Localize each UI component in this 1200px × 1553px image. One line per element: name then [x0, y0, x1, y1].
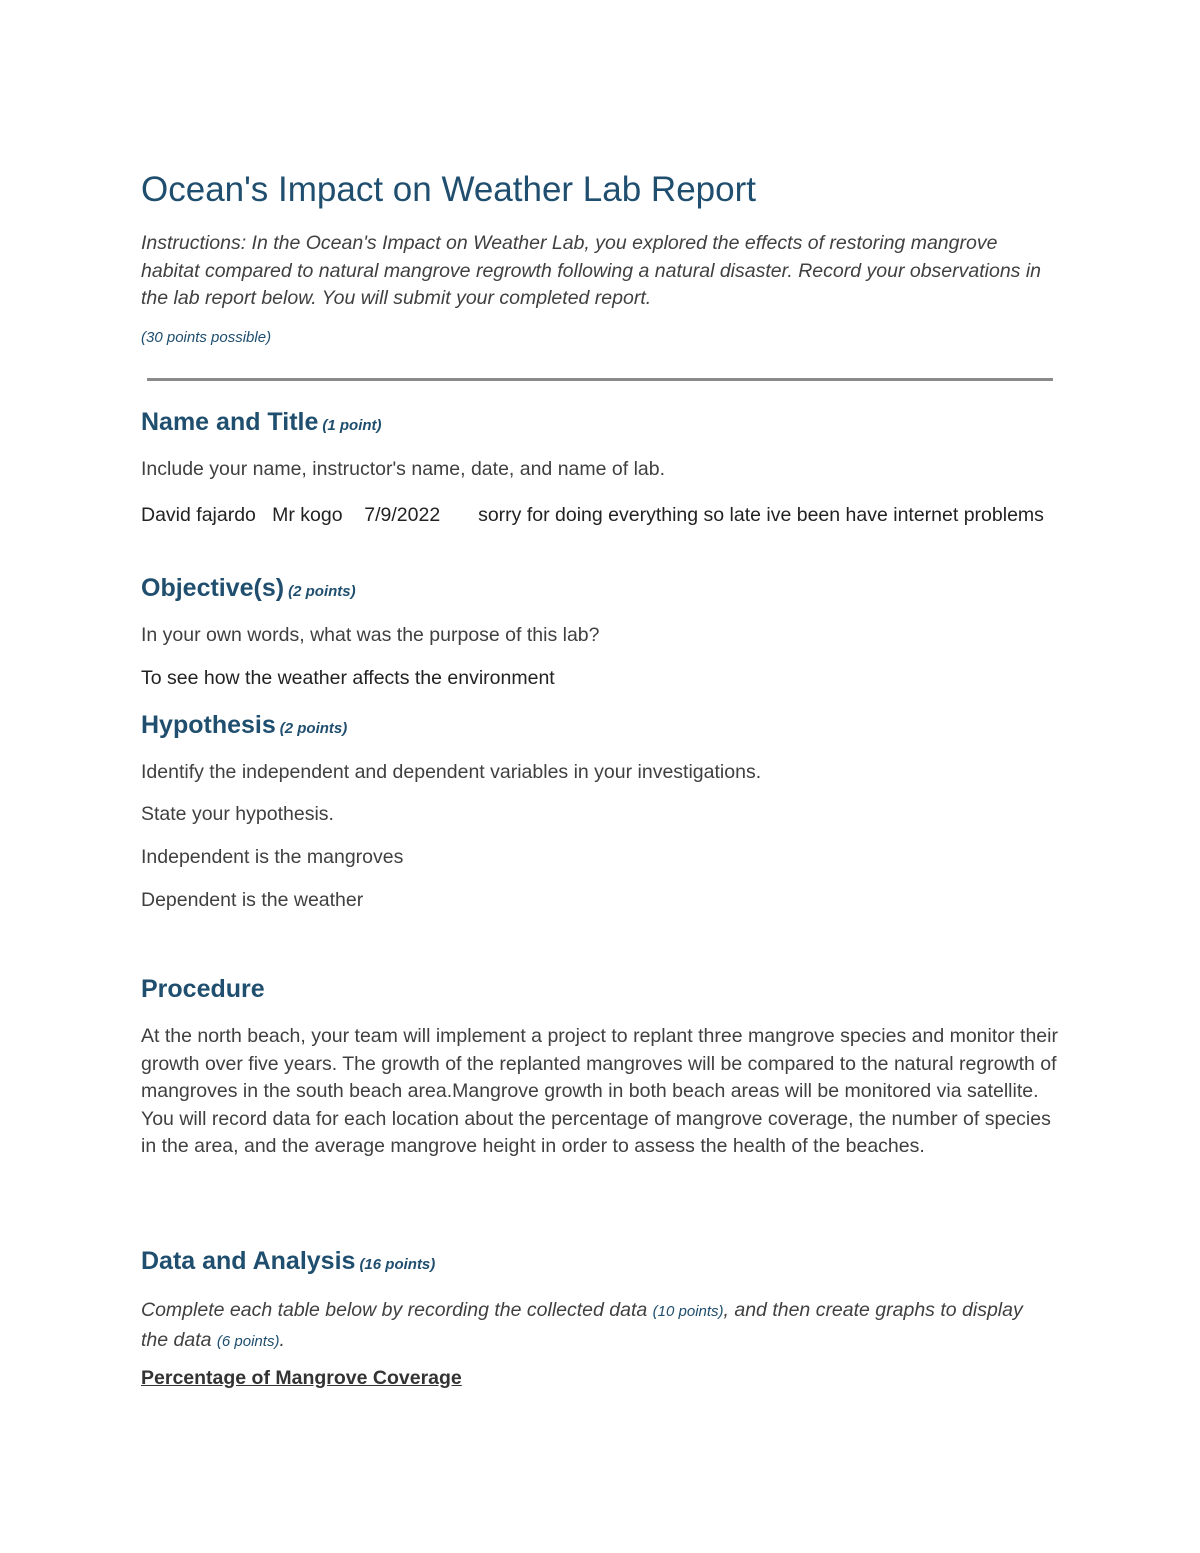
- instructions-part-1: Complete each table below by recording the collected data: [141, 1299, 648, 1321]
- hypothesis-prompt-state: State your hypothesis.: [141, 803, 334, 825]
- heading-label: Hypothesis: [141, 711, 276, 739]
- document-title: Ocean's Impact on Weather Lab Report: [141, 170, 756, 209]
- instructions-part-3: .: [279, 1329, 285, 1351]
- hypothesis-prompt-variables: Identify the independent and dependent variables in your investigations.: [141, 761, 762, 783]
- horizontal-divider: [147, 378, 1053, 381]
- points-label: (1 point): [322, 417, 382, 434]
- section-heading-procedure: [141, 975, 265, 1004]
- instructions-part-2: , and then create graphs to display the data: [141, 1299, 1023, 1351]
- name-title-prompt: Include your name, instructor's name, date, and name of lab.: [141, 458, 666, 480]
- procedure-text: At the north beach, your team will implement a project to replant three mangrove species and monitor their growth over five years. The growth of the replanted mangroves will be compared to the natural regrowth of mangroves in the south beach area.Mangrove growth in both beach areas will be monitored via satellite. You will record data for each location about the percentage of mangrove coverage, the number of species in the area, and the average mangrove height in order to assess the health of the beaches.: [141, 1025, 1058, 1157]
- points-label: (2 points): [279, 720, 348, 737]
- points-label-table: (10 points): [652, 1303, 724, 1320]
- heading-label: Procedure: [141, 975, 265, 1003]
- instructions-text: Instructions: In the Ocean's Impact on Weather Lab, you explored the effects of restoring mangrove habitat compared to natural mangrove regrowth following a natural disaster. Record your observations in the lab report below. You will submit your completed report.: [141, 232, 1042, 309]
- points-possible: (30 points possible): [141, 329, 272, 346]
- data-analysis-instructions: [141, 1296, 1041, 1356]
- heading-label: Data and Analysis: [141, 1247, 356, 1275]
- hypothesis-answer-independent: Independent is the mangroves: [141, 846, 404, 868]
- points-label: (2 points): [288, 583, 356, 600]
- objectives-prompt: In your own words, what was the purpose of this lab?: [141, 624, 600, 646]
- table-title-mangrove-coverage: Percentage of Mangrove Coverage: [141, 1367, 462, 1389]
- points-label-graph: (6 points): [216, 1333, 280, 1350]
- points-label: (16 points): [359, 1256, 436, 1273]
- section-heading-hypothesis: [141, 711, 347, 740]
- heading-label: Name and Title: [141, 408, 319, 436]
- heading-label: Objective(s): [141, 574, 285, 602]
- section-heading-name-title: [141, 408, 382, 437]
- hypothesis-answer-dependent: Dependent is the weather: [141, 889, 364, 911]
- name-title-answer: David fajardo Mr kogo 7/9/2022 sorry for doing everything so late ive been have internet problems: [141, 504, 1044, 526]
- objectives-answer: To see how the weather affects the environment: [141, 667, 555, 689]
- section-heading-objectives: [141, 574, 356, 603]
- section-heading-data-analysis: [141, 1247, 435, 1276]
